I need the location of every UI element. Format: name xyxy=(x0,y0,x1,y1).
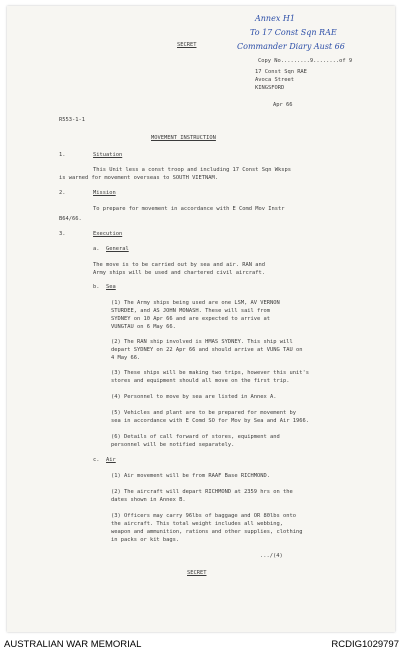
sea-para-4-line-1: (4) Personnel to move by sea are listed in Annex A. xyxy=(111,394,277,400)
sea-para-1-line-2: STURDEE, and AS JOHN MONASH. These will sail from xyxy=(111,308,271,314)
air-para-1-line-1: (1) Air movement will be from RAAF Base RICHMOND. xyxy=(111,473,271,479)
sea-para-2-line-2: depart SYDNEY on 22 Apr 66 and should arrive at VUNG TAU on xyxy=(111,347,303,353)
document-page xyxy=(7,6,395,632)
air-para-3-line-4: in packs or kit bags. xyxy=(111,537,180,543)
section-1-number: 1. xyxy=(59,152,66,158)
document-title: MOVEMENT INSTRUCTION xyxy=(151,135,216,141)
sea-para-1-line-4: VUNGTAU on 6 May 66. xyxy=(111,324,176,330)
unit-name: 17 Const Sqn RAE xyxy=(255,69,307,75)
sea-para-1-line-3: SYDNEY on 10 Apr 66 and are expected to arrive at xyxy=(111,316,271,322)
air-para-3-line-1: (3) Officers may carry 96lbs of baggage and OR 80lbs onto xyxy=(111,513,296,519)
classification-top: SECRET xyxy=(177,42,197,48)
continuation-marker: .../(4) xyxy=(260,553,283,559)
handwritten-annotation-line-2: To 17 Const Sqn RAE xyxy=(250,28,337,37)
archive-reference: RCDIG1029797 xyxy=(331,639,399,650)
subsection-b-heading: Sea xyxy=(106,284,116,290)
unit-suburb: KINGSFORD xyxy=(255,85,285,91)
document-date: Apr 66 xyxy=(273,102,293,108)
section-1-line-1: This Unit less a const troop and including 17 Const Sqn Wksps xyxy=(93,167,291,173)
section-1-heading: Situation xyxy=(93,152,123,158)
archive-footer xyxy=(0,636,403,654)
sea-para-5-line-1: (5) Vehicles and plant are to be prepared for movement by xyxy=(111,410,296,416)
section-2-line-2: B64/66. xyxy=(59,216,82,222)
sea-para-3-line-2: stores and equipment should all move on the first trip. xyxy=(111,378,290,384)
section-3-number: 3. xyxy=(59,231,66,237)
sea-para-2-line-1: (2) The RAN ship involved is HMAS SYDNEY. This ship will xyxy=(111,339,293,345)
subsection-a-label: a. xyxy=(93,246,100,252)
section-1-line-2: is warned for movement overseas to SOUTH VIETNAM. xyxy=(59,175,219,181)
subsection-a-line-1: The move is to be carried out by sea and air. RAN and xyxy=(93,262,266,268)
sea-para-5-line-2: sea in accordance with E Comd SO for Mov by Sea and Air 1966. xyxy=(111,418,309,424)
sea-para-6-line-1: (6) Details of call forward of stores, equipment and xyxy=(111,434,280,440)
section-2-number: 2. xyxy=(59,190,66,196)
sea-para-3-line-1: (3) These ships will be making two trips, however this unit's xyxy=(111,370,309,376)
file-reference: R553-1-1 xyxy=(59,117,85,123)
copy-number: Copy No.........9........of 9 xyxy=(258,58,353,64)
section-3-heading: Execution xyxy=(93,231,123,237)
unit-street: Avoca Street xyxy=(255,77,294,83)
air-para-3-line-3: weapon and ammunition, rations and other supplies, clothing xyxy=(111,529,303,535)
subsection-a-heading: General xyxy=(106,246,129,252)
air-para-2-line-2: dates shown in Annex B. xyxy=(111,497,186,503)
sea-para-6-line-2: personnel will be notified separately. xyxy=(111,442,235,448)
handwritten-annotation-line-1: Annex H1 xyxy=(255,14,295,23)
section-2-line-1: To prepare for movement in accordance with E Comd Mov Instr xyxy=(93,206,285,212)
subsection-a-line-2: Army ships will be used and chartered civil aircraft. xyxy=(93,270,266,276)
subsection-b-label: b. xyxy=(93,284,100,290)
air-para-2-line-1: (2) The aircraft will depart RICHMOND at 2359 hrs on the xyxy=(111,489,293,495)
section-2-heading: Mission xyxy=(93,190,116,196)
sea-para-2-line-3: 4 May 66. xyxy=(111,355,141,361)
sea-para-1-line-1: (1) The Army ships being used are one LSM, AV VERNON xyxy=(111,300,280,306)
handwritten-annotation-line-3: Commander Diary Aust 66 xyxy=(237,42,345,51)
archive-name: AUSTRALIAN WAR MEMORIAL xyxy=(4,639,142,650)
air-para-3-line-2: the aircraft. This total weight includes all webbing, xyxy=(111,521,284,527)
classification-bottom: SECRET xyxy=(187,570,207,576)
subsection-c-label: c. xyxy=(93,457,100,463)
subsection-c-heading: Air xyxy=(106,457,116,463)
